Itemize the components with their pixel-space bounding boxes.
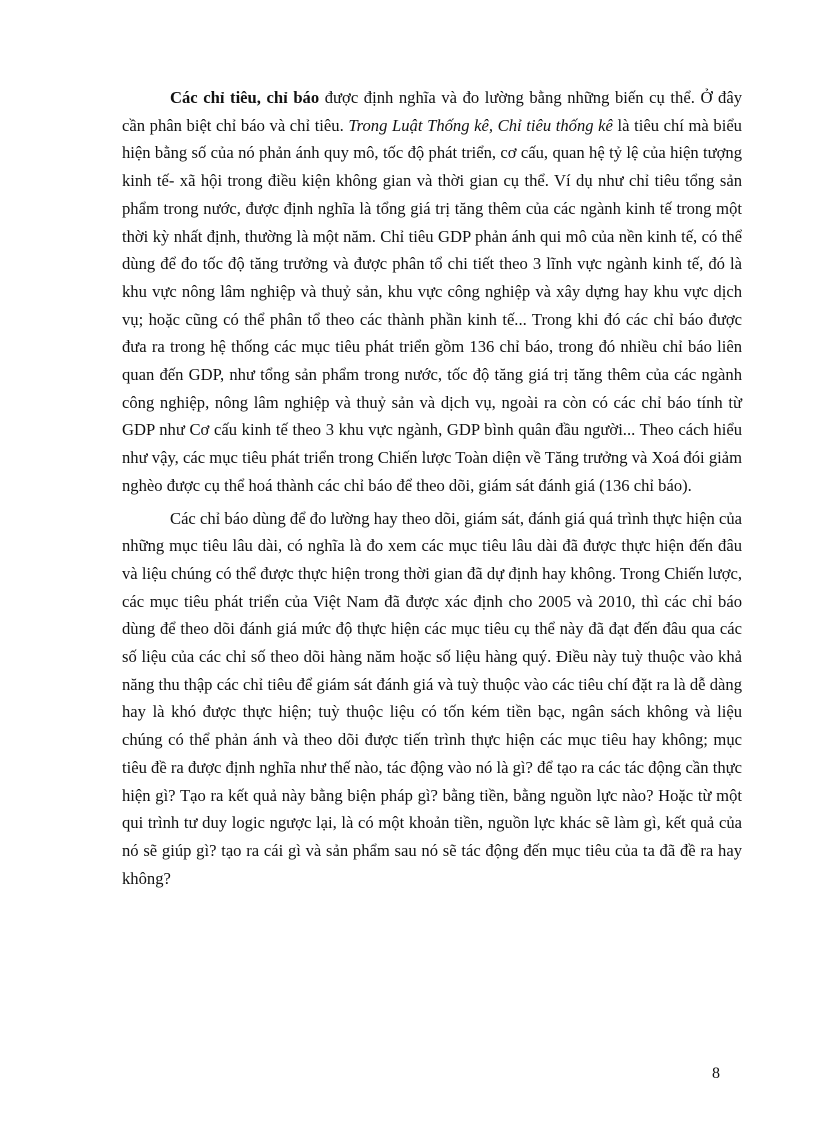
paragraph-1-lead-bold: Các chỉ tiêu, chỉ báo bbox=[170, 88, 320, 107]
paragraph-2: Các chỉ báo dùng để đo lường hay theo dõi, giám sát, đánh giá quá trình thực hiện của những mục tiêu lâu dài, có nghĩa là đo xem các mục tiêu lâu dài đã được thực hiện đến đâu và liệu chúng có thể được thực hiện trong thời gian đã dự định hay không. Trong Chiến lược, các mục tiêu phát triển của Việt Nam đã được xác định cho 2005 và 2010, thì các chỉ báo dùng để theo dõi đánh giá mức độ thực hiện các mục tiêu cụ thể này đã đạt đến đâu qua các số liệu của các chỉ số theo dõi hàng năm hoặc số liệu hàng quý. Điều này tuỳ thuộc vào khả năng thu thập các chỉ tiêu để giám sát đánh giá và tuỳ thuộc vào các tiêu chí đặt ra là dễ dàng hay là khó được thực hiện; tuỳ thuộc liệu có tốn kém tiền bạc, ngân sách không và liệu chúng có thể phản ánh và theo dõi được tiến trình thực hiện các mục tiêu hay không; mục tiêu đề ra được định nghĩa như thế nào, tác động vào nó là gì? để tạo ra các tác động cần thực hiện gì? Tạo ra kết quả này bằng biện pháp gì? bằng tiền, bằng nguồn lực nào? Hoặc từ một qui trình tư duy logic ngược lại, là có một khoản tiền, nguồn lực khác sẽ làm gì, kết quả của nó sẽ giúp gì? tạo ra cái gì và sản phẩm sau nó sẽ tác động đến mục tiêu của ta đã đề ra hay không? bbox=[122, 508, 742, 888]
page-number: 8 bbox=[712, 1065, 720, 1082]
document-page bbox=[122, 84, 742, 892]
paragraph-1-italic-term: Trong Luật Thống kê, Chỉ tiêu thống kê bbox=[348, 115, 613, 135]
paragraph-1-text-a: được định nghĩa và đo lường bằng những biến cụ thể. Ở đây cần phân biệt chỉ báo và chỉ tiêu. bbox=[122, 88, 742, 135]
paragraph-1 bbox=[122, 84, 742, 500]
paragraph-1-text-b: là tiêu chí mà biểu hiện bằng số của nó phản ánh quy mô, tốc độ phát triển, cơ cấu, quan hệ tỷ lệ của hiện tượng kinh tế- xã hội trong điều kiện không gian và thời gian cụ thể. Ví dụ như chỉ tiêu tổng sản phẩm trong nước, được định nghĩa là tổng giá trị tăng thêm của các ngành kinh tế trong một thời kỳ nhất định, thường là một năm. Chỉ tiêu GDP phản ánh qui mô của nền kinh tế, có thể dùng để đo tốc độ tăng trưởng và được phân tổ chi tiết theo 3 lĩnh vực ngành kinh tế, đó là khu vực nông lâm nghiệp và thuỷ sản, khu vực công nghiệp và xây dựng hay khu vực dịch vụ; hoặc cũng có thể phân tổ theo các thành phần kinh tế... Trong khi đó các chỉ báo được đưa ra trong hệ thống các mục tiêu phát triển gồm 136 chỉ báo, trong đó nhiều chỉ báo liên quan đến GDP, như tổng sản phẩm trong nước, tốc độ tăng giá trị tăng thêm của các ngành công nghiệp, nông lâm nghiệp và thuỷ sản và dịch vụ, ngoài ra còn có các chỉ báo tính từ GDP như Cơ cấu kinh tế theo 3 khu vực ngành, GDP bình quân đầu người... Theo cách hiểu như vậy, các mục tiêu phát triển trong Chiến lược Toàn diện về Tăng trưởng và Xoá đói giảm nghèo được cụ thể hoá thành các chỉ báo để theo dõi, giám sát đánh giá (136 chỉ báo). bbox=[122, 115, 742, 495]
